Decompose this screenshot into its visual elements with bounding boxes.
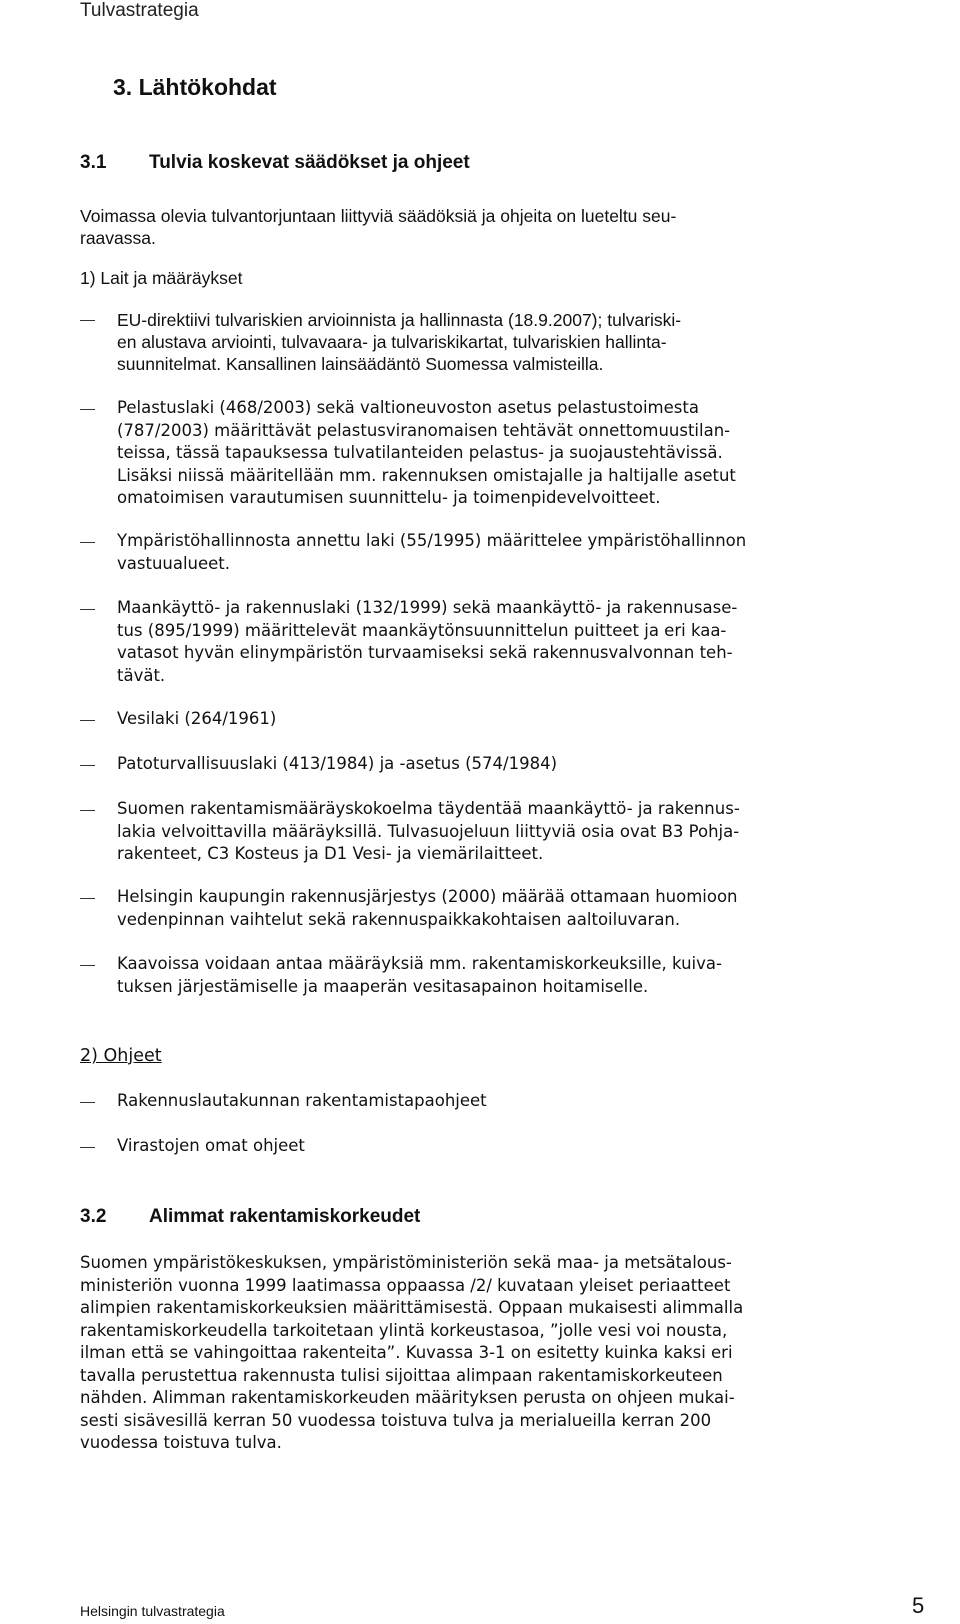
list-item: Helsingin kaupungin rakennusjärjestys (2000) määrää ottamaan huomioon vedenpinnan vaihtelut sekä rakennuspaikkakohtaisen aaltoiluvaran.: [117, 887, 738, 929]
list-item: Ympäristöhallinnosta annettu laki (55/1995) määrittelee ympäristöhallinnon vastuualueet.: [117, 531, 747, 573]
list-dash: [80, 898, 95, 899]
subsection-title: Alimmat rakentamiskorkeudet: [149, 1206, 421, 1227]
subsection-title: Tulvia koskevat säädökset ja ohjeet: [149, 152, 470, 173]
list-dash: [80, 765, 95, 766]
list-item: Vesilaki (264/1961): [117, 709, 277, 728]
running-header: Tulvastrategia: [80, 0, 199, 21]
intro-line: raavassa.: [80, 228, 156, 248]
section-heading: 3. Lähtökohdat: [113, 74, 277, 100]
list-dash: [80, 609, 95, 610]
list-dash: [80, 542, 95, 543]
list-title-laws: 1) Lait ja määräykset: [80, 268, 243, 288]
intro-line: Voimassa olevia tulvantorjuntaan liittyviä säädöksiä ja ohjeita on lueteltu seu-: [80, 206, 677, 226]
list-item: EU-direktiivi tulvariskien arvioinnista ja hallinnasta (18.9.2007); tulvariski- en alustava arviointi, tulvavaara- ja tulvariskikartat, tulvariskien hallinta- suunnitelmat. Kansallinen lainsäädäntö Suomessa valmisteilla.: [117, 310, 682, 374]
list-item: Pelastuslaki (468/2003) sekä valtioneuvoston asetus pelastustoimesta (787/2003) määrittävät pelastusviranomaisen tehtävät onnettomuustilan- teissa, tässä tapauksessa tulvatilanteiden pelastus- ja suojaustehtävissä. Lisäksi niissä määritellään mm. rakennuksen omistajalle ja haltijalle asetut omatoimisen varautumisen suunnittelu- ja toimenpidevelvoitteet.: [117, 398, 736, 507]
list-dash: [80, 1147, 95, 1148]
footer-title: Helsingin tulvastrategia: [80, 1603, 225, 1619]
list-dash: [80, 810, 95, 811]
list-dash: [80, 409, 95, 410]
list-dash: [80, 320, 95, 321]
intro-paragraph: [80, 205, 820, 249]
subsection-number: 3.1: [80, 152, 107, 173]
list-item: Virastojen omat ohjeet: [117, 1136, 305, 1155]
list-dash: [80, 720, 95, 721]
body-paragraph: Suomen ympäristökeskuksen, ympäristöministeriön sekä maa- ja metsätalous- ministeriön vuonna 1999 laatimassa oppaassa /2/ kuvataan yleiset periaatteet alimpien rakentamiskorkeuksien määrittämisestä. Oppaan mukaisesti alimmalla rakentamiskorkeudella tarkoitetaan ylintä korkeustasoa, ”jolle vesi voi nousta, ilman että se vahingoittaa rakenteita”. Kuvassa 3-1 on esitetty kuinka kaksi eri tavalla perustettua rakennusta tulisi sijoittaa alimpaan rakentamiskorkeuteen nähden. Alimman rakentamiskorkeuden määrityksen perusta on ohjeen mukai- sesti sisävesillä kerran 50 vuodessa toistuva tulva ja merialueilla kerran 200 vuodessa toistuva tulva.: [80, 1253, 744, 1452]
list-item: Rakennuslautakunnan rakentamistapaohjeet: [117, 1091, 487, 1110]
page-number: 5: [912, 1593, 925, 1618]
list-title-guidelines: 2) Ohjeet: [80, 1046, 162, 1066]
list-item: Maankäyttö- ja rakennuslaki (132/1999) sekä maankäyttö- ja rakennusase- tus (895/1999) määrittelevät maankäytönsuunnittelun puitteet ja eri kaa- vatasot hyvän elinympäristön turvaamiseksi sekä rakennusvalvonnan teh- tävät.: [117, 598, 738, 685]
subsection-number: 3.2: [80, 1206, 107, 1227]
list-dash: [80, 965, 95, 966]
list-item: Kaavoissa voidaan antaa määräyksiä mm. rakentamiskorkeuksille, kuiva- tuksen järjestämiselle ja maaperän vesitasapainon hoitamiselle.: [117, 954, 722, 996]
list-dash: [80, 1102, 95, 1103]
list-item: Suomen rakentamismääräyskokoelma täydentää maankäyttö- ja rakennus- lakia velvoittavilla määräyksillä. Tulvasuojeluun liittyviä osia ovat B3 Pohja- rakenteet, C3 Kosteus ja D1 Vesi- ja viemärilaitteet.: [117, 799, 740, 863]
list-item: Patoturvallisuuslaki (413/1984) ja -asetus (574/1984): [117, 754, 558, 773]
